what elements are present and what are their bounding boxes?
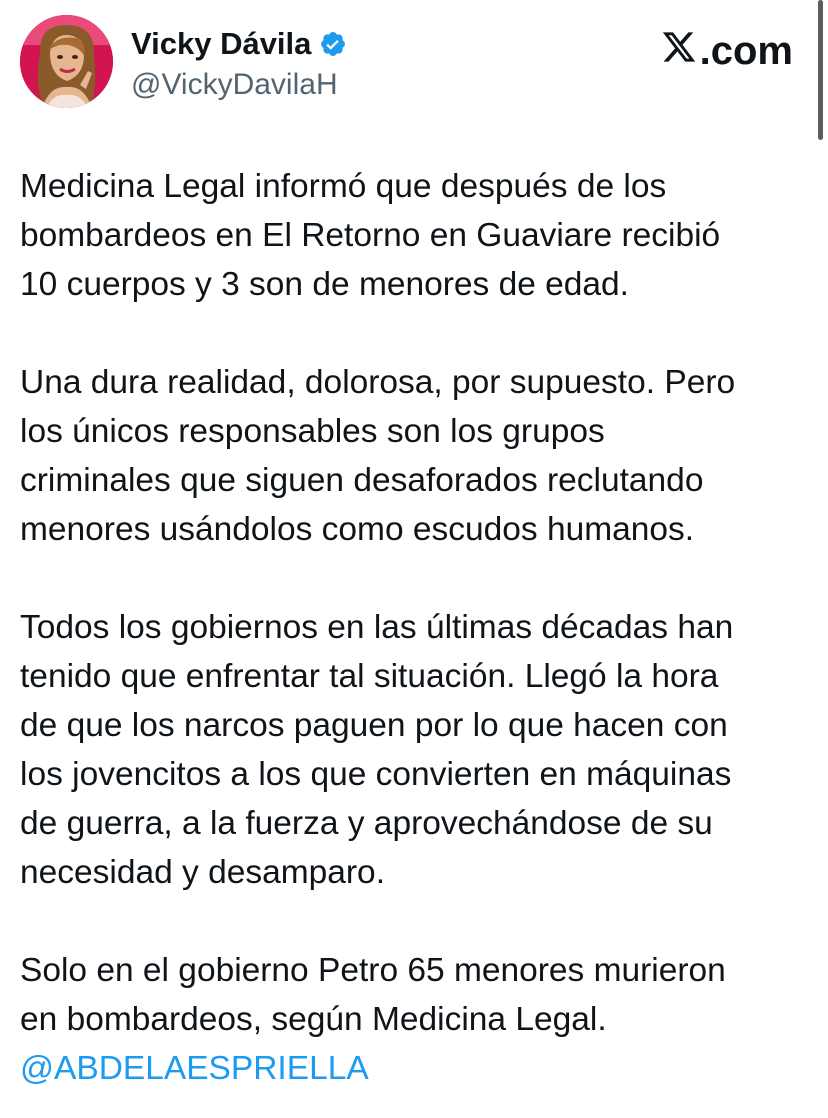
tweet-text xyxy=(20,162,812,1093)
user-handle[interactable]: @VickyDavilaH xyxy=(131,68,338,101)
verified-badge-icon xyxy=(319,30,347,58)
scrollbar[interactable] xyxy=(818,0,823,140)
author-name-row xyxy=(131,24,347,64)
tweet-paragraph: Medicina Legal informó que después de los bombardeos en El Retorno en Guaviare recibió 10 cuerpos y 3 son de menores de edad. xyxy=(20,168,721,303)
x-logo-icon xyxy=(660,29,700,74)
display-name[interactable]: Vicky Dávila xyxy=(131,26,312,61)
avatar-photo xyxy=(20,15,113,108)
tweet-paragraph: Una dura realidad, dolorosa, por supuesto. Pero los únicos responsables son los grupos criminales que siguen desaforados reclutando menores usándolos como escudos humanos. xyxy=(20,364,736,548)
tweet-paragraph: Solo en el gobierno Petro 65 menores murieron en bombardeos, según Medicina Legal. xyxy=(20,952,726,1038)
brand-domain: .com xyxy=(699,29,793,73)
avatar[interactable] xyxy=(20,15,113,108)
tweet-paragraph: Todos los gobiernos en las últimas décadas han tenido que enfrentar tal situación. Llegó la hora de que los narcos paguen por lo que hacen con los jovencitos a los que convierten en máquinas de guerra, a la fuerza y aprovechándose de su necesidad y desamparo. xyxy=(20,609,734,891)
mention-link[interactable]: @ABDELAESPRIELLA xyxy=(20,1050,369,1087)
x-brand xyxy=(660,29,793,73)
